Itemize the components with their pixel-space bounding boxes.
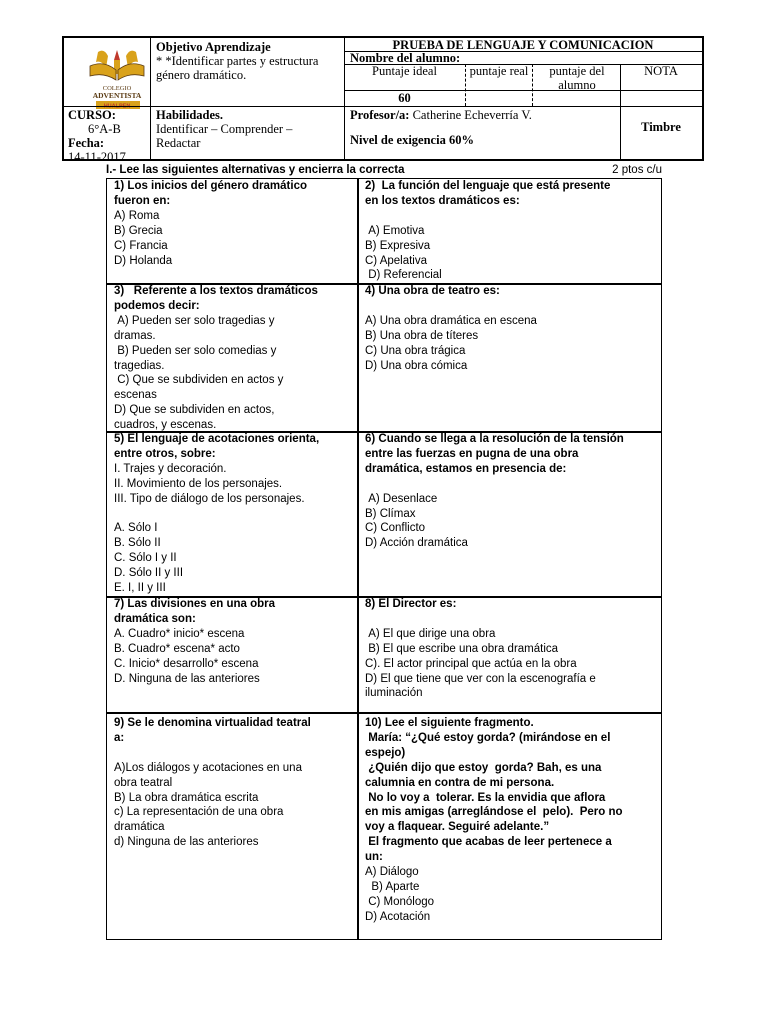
answer-option: C) Apelativa — [365, 254, 428, 267]
question-6 — [358, 432, 661, 551]
puntaje-alumno-label: puntaje del alumno — [549, 64, 605, 92]
logo-text-1: COLEGIO — [102, 85, 132, 92]
answer-option: D) Que se subdividen en actos, — [114, 404, 275, 417]
habilidades-label: Habilidades. — [156, 108, 224, 122]
question-title-line: 7) Las divisiones en una obra — [114, 598, 276, 610]
question-title-line: entre las fuerzas en pugna de una obra — [365, 447, 579, 460]
question-title-line: un: — [365, 851, 383, 864]
question-title-line: en mis amigas (arreglándose el pelo). Pero no — [365, 806, 623, 819]
question-title-line: 10) Lee el siguiente fragmento. — [365, 717, 534, 729]
blank-line — [114, 746, 357, 761]
school-logo — [78, 46, 156, 110]
question-4 — [358, 284, 661, 373]
answer-option: c) La representación de una obra — [114, 806, 284, 819]
blank-line — [114, 507, 357, 522]
blank-line — [365, 299, 661, 314]
answer-option: A) Roma — [114, 209, 160, 222]
answer-option: A. Cuadro* inicio* escena — [114, 627, 245, 640]
answer-option: B) Expresiva — [365, 239, 431, 252]
questions-grid — [106, 178, 662, 940]
test-title: PRUEBA DE LENGUAJE Y COMUNICACION — [392, 38, 654, 52]
answer-option: d) Ninguna de las anteriores — [114, 836, 259, 849]
answer-option: B) Aparte — [365, 880, 420, 893]
question-title-line: 8) El Director es: — [365, 598, 457, 610]
question-title-line: María: “¿Qué estoy gorda? (mirándose en el — [365, 731, 611, 744]
question-title-line: 9) Se le denomina virtualidad teatral — [114, 717, 311, 729]
curso-value: 6°A-B — [88, 122, 121, 136]
question-title-line: entre otros, sobre: — [114, 447, 216, 460]
question-title-line: dramática, estamos en presencia de: — [365, 462, 567, 475]
answer-option: D) Referencial — [365, 269, 442, 282]
points-per-question: 2 ptos c/u — [612, 164, 662, 176]
answer-option: B) Grecia — [114, 224, 163, 237]
question-title-line: calumnia en contra de mi persona. — [365, 776, 555, 789]
timbre-label: Timbre — [641, 120, 681, 134]
answer-option: D. Sólo II y III — [114, 567, 184, 580]
answer-option: A)Los diálogos y acotaciones en una — [114, 761, 302, 774]
question-title-line: ¿Quién dijo que estoy gorda? Bah, es una — [365, 761, 602, 774]
answer-option: C). El actor principal que actúa en la obra — [365, 657, 577, 670]
nota-label: NOTA — [644, 64, 678, 78]
question-title-line: 5) El lenguaje de acotaciones orienta, — [114, 433, 320, 445]
answer-option: D) Una obra cómica — [365, 359, 468, 372]
answer-option: D) Acotación — [365, 910, 431, 923]
question-title-line: espejo) — [365, 746, 406, 759]
instructions-line — [106, 164, 662, 176]
answer-option: C. Inicio* desarrollo* escena — [114, 657, 259, 670]
answer-option: II. Movimiento de los personajes. — [114, 477, 283, 490]
answer-option: D) Holanda — [114, 254, 173, 267]
profesor-value: Catherine Echeverría V. — [409, 108, 532, 122]
answer-option: tragedias. — [114, 359, 165, 372]
answer-option: D) Acción dramática — [365, 537, 468, 550]
fecha-label: Fecha: — [68, 136, 105, 150]
blank-line — [365, 612, 661, 627]
question-title-line: podemos decir: — [114, 299, 200, 312]
answer-option: C) Francia — [114, 239, 168, 252]
question-title-line: 3) Referente a los textos dramáticos — [114, 285, 318, 297]
answer-option: B. Cuadro* escena* acto — [114, 642, 240, 655]
answer-option: A) El que dirige una obra — [365, 627, 496, 640]
answer-option: B) El que escribe una obra dramática — [365, 642, 559, 655]
answer-option: B) Una obra de títeres — [365, 329, 479, 342]
answer-option: D) El que tiene que ver con la escenografía e — [365, 672, 596, 685]
answer-option: I. Trajes y decoración. — [114, 462, 227, 475]
answer-option: C. Sólo I y II — [114, 552, 177, 565]
blank-line — [365, 209, 661, 224]
answer-option: A) Pueden ser solo tragedias y — [114, 314, 275, 327]
answer-option: escenas — [114, 389, 157, 402]
objetivo-text: * *Identificar partes y estructura género dramático. — [156, 54, 319, 82]
question-title-line: 6) Cuando se llega a la resolución de la tensión — [365, 433, 624, 445]
nivel-exigencia: Nivel de exigencia 60% — [350, 133, 474, 147]
question-7 — [107, 597, 357, 686]
answer-option: A) Diálogo — [365, 866, 419, 879]
question-10 — [358, 716, 661, 925]
answer-option: B) La obra dramática escrita — [114, 791, 259, 804]
answer-option: D. Ninguna de las anteriores — [114, 672, 260, 685]
answer-option: C) Monólogo — [365, 895, 435, 908]
question-title-line: dramática son: — [114, 612, 196, 625]
answer-option: C) Que se subdividen en actos y — [114, 374, 284, 387]
answer-option: dramas. — [114, 329, 156, 342]
header-table — [62, 36, 704, 164]
puntaje-ideal-value: 60 — [398, 91, 411, 105]
question-2 — [358, 179, 661, 283]
blank-line — [365, 477, 661, 492]
answer-option: iluminación — [365, 687, 423, 700]
question-title-line: 4) Una obra de teatro es: — [365, 285, 500, 297]
answer-option: C) Una obra trágica — [365, 344, 466, 357]
answer-option: A) Emotiva — [365, 224, 425, 237]
question-5 — [107, 432, 357, 596]
curso-label: CURSO: — [68, 108, 116, 122]
answer-option: A) Desenlace — [365, 492, 438, 505]
answer-option: B) Pueden ser solo comedias y — [114, 344, 277, 357]
question-title-line: voy a flaquear. Seguiré adelante.” — [365, 821, 550, 834]
answer-option: cuadros, y escenas. — [114, 419, 217, 432]
answer-option: obra teatral — [114, 776, 173, 789]
school-logo-icon — [78, 46, 156, 110]
answer-option: B. Sólo II — [114, 537, 161, 550]
question-3 — [107, 284, 357, 433]
student-name-label: Nombre del alumno: — [350, 51, 461, 65]
question-title-line: fueron en: — [114, 194, 171, 207]
question-9 — [107, 716, 357, 850]
answer-option: III. Tipo de diálogo de los personajes. — [114, 492, 305, 505]
answer-option: A. Sólo I — [114, 522, 158, 535]
habilidades-line-1: Identificar – Comprender – — [156, 122, 293, 136]
answer-option: A) Una obra dramática en escena — [365, 314, 537, 327]
puntaje-ideal-label: Puntaje ideal — [372, 64, 437, 78]
puntaje-real-label: puntaje real — [469, 64, 529, 78]
answer-option: B) Clímax — [365, 507, 416, 520]
instructions-text: I.- Lee las siguientes alternativas y encierra la correcta — [106, 164, 405, 176]
answer-option: C) Conflicto — [365, 522, 426, 535]
question-title-line: 1) Los inicios del género dramático — [114, 180, 307, 192]
habilidades-line-2: Redactar — [156, 136, 201, 150]
fecha-value: 14-11-2017 — [68, 150, 126, 164]
question-1 — [107, 179, 357, 268]
question-title-line: 2) La función del lenguaje que está presente — [365, 180, 611, 192]
question-title-line: No lo voy a tolerar. Es la envidia que aflora — [365, 791, 606, 804]
question-title-line: a: — [114, 731, 125, 744]
question-title-line: El fragmento que acabas de leer pertenece a — [365, 836, 612, 849]
objetivo-title: Objetivo Aprendizaje — [156, 40, 271, 54]
answer-option: dramática — [114, 821, 165, 834]
question-title-line: en los textos dramáticos es: — [365, 194, 520, 207]
logo-text-2: ADVENTISTA — [92, 91, 142, 100]
profesor-label: Profesor/a: — [350, 108, 410, 122]
answer-option: E. I, II y III — [114, 582, 166, 595]
question-8 — [358, 597, 661, 701]
